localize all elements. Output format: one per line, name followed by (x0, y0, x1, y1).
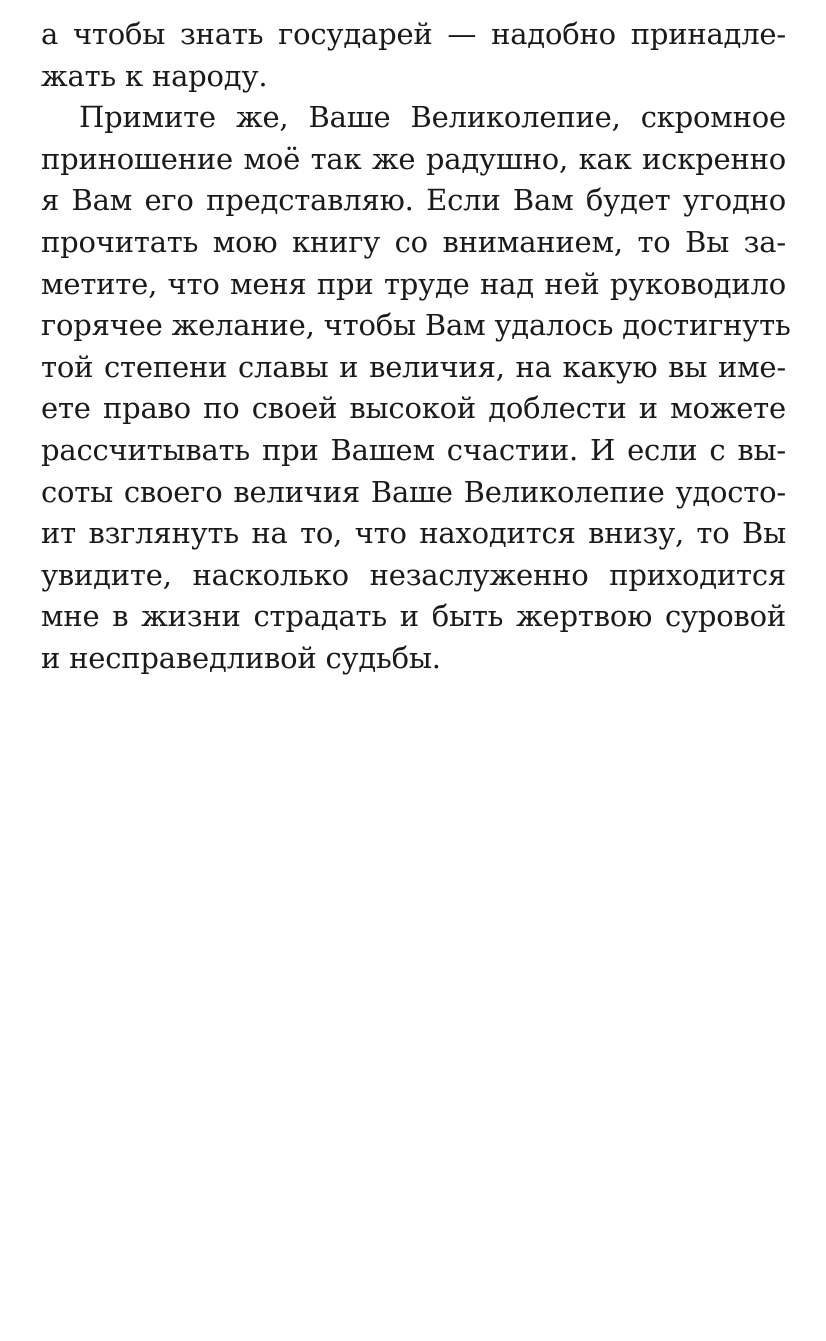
text-line: я Вам его представляю. Если Вам будет угодно (41, 183, 786, 218)
text-line: ете право по своей высокой доблести и можете (41, 391, 786, 426)
text-line: жать к народу. (41, 58, 268, 93)
text-line: ит взглянуть на то, что находится внизу, то Вы (41, 516, 786, 551)
text-line: приношение моё так же радушно, как искренно (41, 141, 786, 176)
body-text (41, 14, 791, 680)
text-line: соты своего величия Ваше Великолепие удосто- (41, 474, 786, 509)
text-line: горячее желание, чтобы Вам удалось достигнуть (41, 308, 791, 343)
text-line: Примите же, Ваше Великолепие, скромное (79, 100, 786, 135)
paragraph-2 (41, 97, 791, 679)
text-line: той степени славы и величия, на какую вы име- (41, 349, 786, 384)
paragraph-1 (41, 14, 786, 97)
text-line: мне в жизни страдать и быть жертвою суровой (41, 599, 786, 634)
text-line: рассчитывать при Вашем счастии. И если с вы- (41, 432, 786, 467)
text-line: и несправедливой судьбы. (41, 640, 441, 675)
text-line: прочитать мою книгу со вниманием, то Вы за- (41, 224, 786, 259)
text-line: метите, что меня при труде над ней руководило (41, 266, 786, 301)
text-line: увидите, насколько незаслуженно приходится (41, 557, 786, 592)
text-line: а чтобы знать государей — надобно принадле- (41, 17, 786, 51)
